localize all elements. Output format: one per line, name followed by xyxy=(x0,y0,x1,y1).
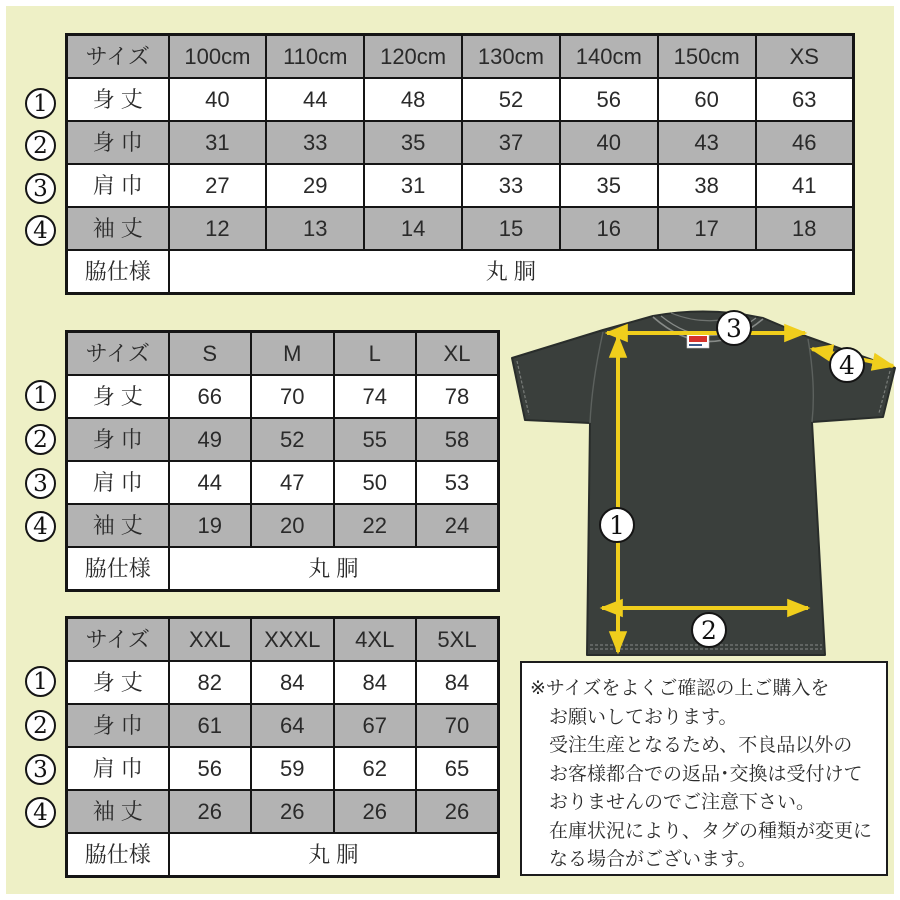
size-value: 55 xyxy=(334,418,417,461)
measure-label: 肩 巾 xyxy=(67,747,169,790)
measure-label: 身 丈 xyxy=(67,375,169,418)
size-value: 63 xyxy=(756,78,854,121)
size-value: 53 xyxy=(416,461,499,504)
size-value: 82 xyxy=(169,661,252,704)
table-row xyxy=(67,78,854,121)
size-value: 66 xyxy=(169,375,252,418)
table-header-row xyxy=(67,35,854,79)
table-row xyxy=(67,790,499,833)
table-row xyxy=(67,418,499,461)
side-spec-label: 脇仕様 xyxy=(67,547,169,591)
svg-text:4: 4 xyxy=(839,351,855,380)
size-value: 61 xyxy=(169,704,252,747)
size-value: 35 xyxy=(364,121,462,164)
size-value: 33 xyxy=(462,164,560,207)
row-marker-4: 4 xyxy=(25,511,56,542)
size-value: 26 xyxy=(169,790,252,833)
row-marker-4: 4 xyxy=(25,797,56,828)
size-value: 17 xyxy=(658,207,756,250)
table-row xyxy=(67,164,854,207)
size-value: 33 xyxy=(266,121,364,164)
size-value: 29 xyxy=(266,164,364,207)
measure-label: 身 巾 xyxy=(67,418,169,461)
row-marker-1: 1 xyxy=(25,380,56,411)
size-value: 13 xyxy=(266,207,364,250)
side-spec-value: 丸 胴 xyxy=(169,833,499,877)
diagram-label-2 xyxy=(692,613,726,647)
size-value: 78 xyxy=(416,375,499,418)
column-header: XXL xyxy=(169,618,252,662)
size-header: サイズ xyxy=(67,618,169,662)
size-value: 37 xyxy=(462,121,560,164)
size-value: 47 xyxy=(251,461,334,504)
tshirt-diagram xyxy=(500,305,900,660)
column-header: 130cm xyxy=(462,35,560,79)
purchase-notice-box xyxy=(520,661,888,876)
notice-line: お願いしております。 xyxy=(549,706,738,728)
column-header: XL xyxy=(416,332,499,376)
size-value: 49 xyxy=(169,418,252,461)
svg-text:2: 2 xyxy=(701,616,717,645)
size-value: 44 xyxy=(266,78,364,121)
column-header: XS xyxy=(756,35,854,79)
column-header: M xyxy=(251,332,334,376)
diagram-label-4 xyxy=(830,348,864,382)
column-header: S xyxy=(169,332,252,376)
column-header: 140cm xyxy=(560,35,658,79)
table-row xyxy=(67,375,499,418)
row-marker-2: 2 xyxy=(25,710,56,741)
svg-text:3: 3 xyxy=(726,314,742,343)
notice-line: お客様都合での返品･交換は受付けて xyxy=(549,763,863,785)
svg-text:1: 1 xyxy=(609,511,625,540)
size-value: 84 xyxy=(251,661,334,704)
size-value: 67 xyxy=(334,704,417,747)
size-value: 14 xyxy=(364,207,462,250)
table-header-row xyxy=(67,332,499,376)
size-value: 46 xyxy=(756,121,854,164)
size-value: 70 xyxy=(416,704,499,747)
adult-size-table xyxy=(65,330,500,592)
row-marker-1: 1 xyxy=(25,666,56,697)
size-header: サイズ xyxy=(67,332,169,376)
neck-tag-logo xyxy=(689,336,707,342)
size-value: 56 xyxy=(169,747,252,790)
table-row xyxy=(67,207,854,250)
measure-label: 身 丈 xyxy=(67,661,169,704)
measure-label: 袖 丈 xyxy=(67,207,169,250)
size-value: 41 xyxy=(756,164,854,207)
size-value: 31 xyxy=(169,121,267,164)
size-value: 12 xyxy=(169,207,267,250)
size-value: 38 xyxy=(658,164,756,207)
measure-label: 身 巾 xyxy=(67,704,169,747)
notice-line: なる場合がございます。 xyxy=(549,849,757,870)
size-value: 62 xyxy=(334,747,417,790)
column-header: 5XL xyxy=(416,618,499,662)
column-header: 100cm xyxy=(169,35,267,79)
size-value: 27 xyxy=(169,164,267,207)
size-value: 31 xyxy=(364,164,462,207)
row-marker-1: 1 xyxy=(25,88,56,119)
size-value: 19 xyxy=(169,504,252,547)
table-footer-row xyxy=(67,250,854,294)
size-value: 64 xyxy=(251,704,334,747)
neck-tag-text xyxy=(689,344,702,346)
table-row xyxy=(67,121,854,164)
size-value: 43 xyxy=(658,121,756,164)
size-value: 44 xyxy=(169,461,252,504)
size-value: 15 xyxy=(462,207,560,250)
size-value: 50 xyxy=(334,461,417,504)
measure-label: 身 丈 xyxy=(67,78,169,121)
size-value: 18 xyxy=(756,207,854,250)
measure-label: 身 巾 xyxy=(67,121,169,164)
size-value: 20 xyxy=(251,504,334,547)
diagram-label-3 xyxy=(717,311,751,345)
size-value: 52 xyxy=(462,78,560,121)
measure-label: 肩 巾 xyxy=(67,461,169,504)
table-row xyxy=(67,704,499,747)
measure-label: 袖 丈 xyxy=(67,504,169,547)
table-header-row xyxy=(67,618,499,662)
size-value: 84 xyxy=(416,661,499,704)
table-row xyxy=(67,461,499,504)
size-value: 70 xyxy=(251,375,334,418)
row-marker-2: 2 xyxy=(25,130,56,161)
plus-size-table xyxy=(65,616,500,878)
kids-size-table xyxy=(65,33,855,295)
size-value: 26 xyxy=(334,790,417,833)
measure-label: 袖 丈 xyxy=(67,790,169,833)
table-row xyxy=(67,504,499,547)
size-value: 16 xyxy=(560,207,658,250)
size-value: 58 xyxy=(416,418,499,461)
size-value: 84 xyxy=(334,661,417,704)
size-value: 59 xyxy=(251,747,334,790)
size-value: 48 xyxy=(364,78,462,121)
table-footer-row xyxy=(67,547,499,591)
side-spec-value: 丸 胴 xyxy=(169,250,854,294)
row-marker-4: 4 xyxy=(25,215,56,246)
notice-line: 受注生産となるため、不良品以外の xyxy=(549,735,853,756)
side-spec-label: 脇仕様 xyxy=(67,833,169,877)
column-header: L xyxy=(334,332,417,376)
size-value: 22 xyxy=(334,504,417,547)
table-footer-row xyxy=(67,833,499,877)
size-header: サイズ xyxy=(67,35,169,79)
column-header: 110cm xyxy=(266,35,364,79)
column-header: XXXL xyxy=(251,618,334,662)
size-value: 40 xyxy=(169,78,267,121)
size-value: 74 xyxy=(334,375,417,418)
row-marker-3: 3 xyxy=(25,173,56,204)
size-value: 35 xyxy=(560,164,658,207)
row-marker-3: 3 xyxy=(25,754,56,785)
size-value: 40 xyxy=(560,121,658,164)
side-spec-label: 脇仕様 xyxy=(67,250,169,294)
side-spec-value: 丸 胴 xyxy=(169,547,499,591)
column-header: 120cm xyxy=(364,35,462,79)
notice-line: 在庫状況により、タグの種類が変更に xyxy=(549,820,873,842)
size-value: 24 xyxy=(416,504,499,547)
size-value: 56 xyxy=(560,78,658,121)
notice-line: おりませんのでご注意下さい。 xyxy=(549,792,816,813)
row-marker-3: 3 xyxy=(25,468,56,499)
size-value: 65 xyxy=(416,747,499,790)
column-header: 4XL xyxy=(334,618,417,662)
size-value: 60 xyxy=(658,78,756,121)
table-row xyxy=(67,661,499,704)
size-value: 26 xyxy=(251,790,334,833)
column-header: 150cm xyxy=(658,35,756,79)
notice-line: ※サイズをよくご確認の上ご購入を xyxy=(530,678,830,699)
size-value: 26 xyxy=(416,790,499,833)
measure-label: 肩 巾 xyxy=(67,164,169,207)
diagram-label-1 xyxy=(600,508,634,542)
row-marker-2: 2 xyxy=(25,424,56,455)
table-row xyxy=(67,747,499,790)
size-value: 52 xyxy=(251,418,334,461)
